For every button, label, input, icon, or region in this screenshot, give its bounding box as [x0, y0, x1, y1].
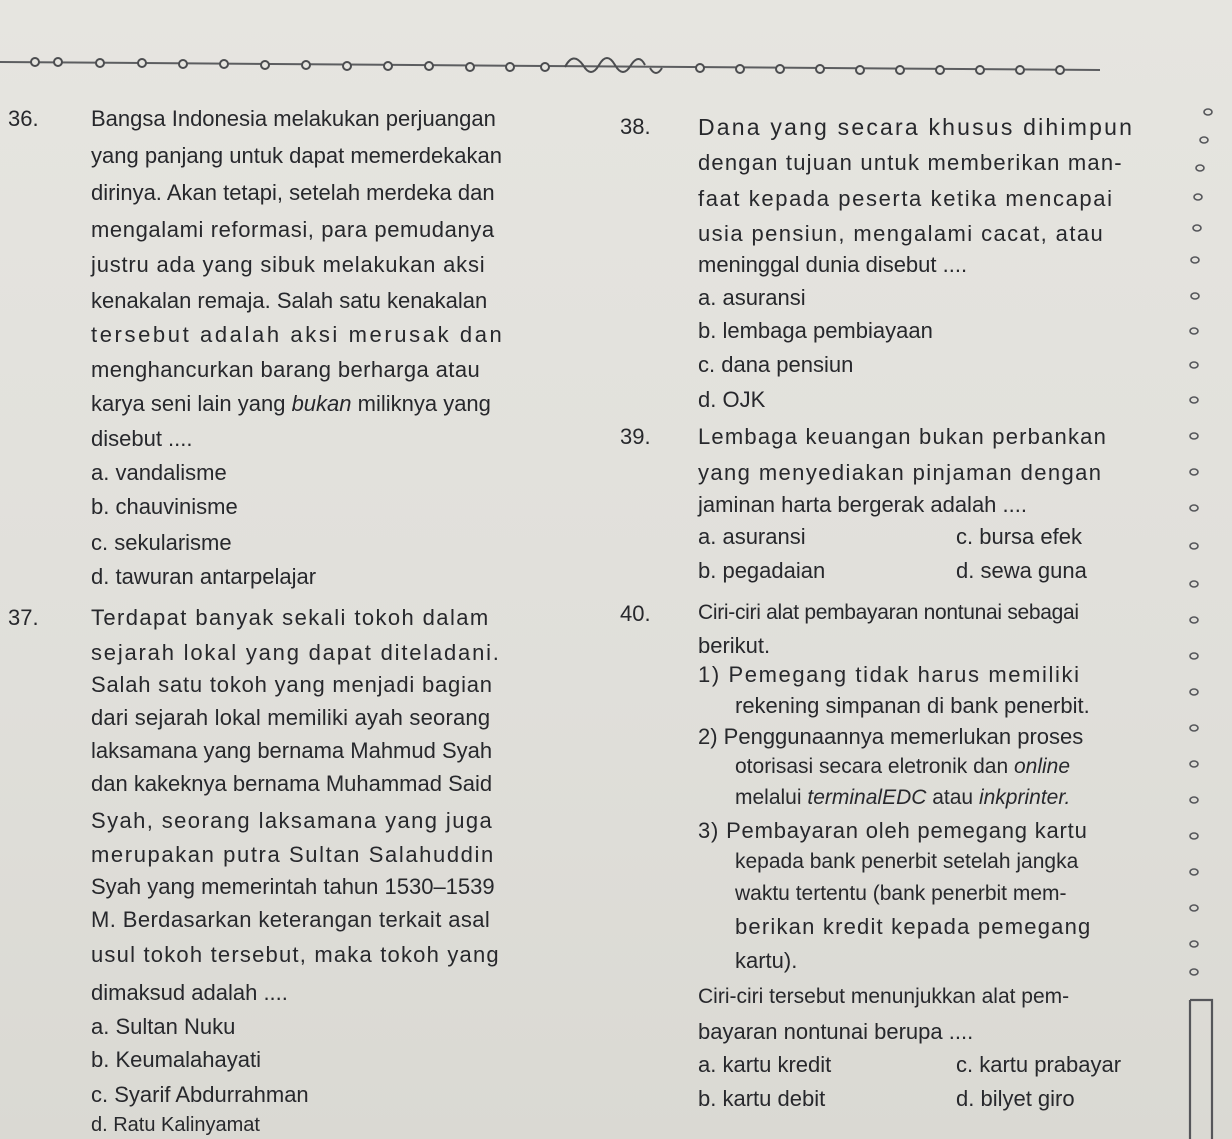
- question-text-line: Dana yang secara khusus dihimpun: [698, 114, 1135, 140]
- option-b[interactable]: b. kartu debit: [698, 1086, 826, 1111]
- question-text-line: Syah, seorang laksamana yang juga: [91, 808, 494, 833]
- option-c[interactable]: c. Syarif Abdurrahman: [91, 1082, 309, 1107]
- question-text-line: dimaksud adalah ....: [91, 980, 288, 1005]
- question-text-line: meninggal dunia disebut ....: [698, 252, 968, 277]
- question-text-line: Ciri-ciri tersebut menunjukkan alat pem-: [698, 985, 1070, 1008]
- question-number: 37.: [8, 605, 39, 630]
- question-text-line: dirinya. Akan tetapi, setelah merdeka dan: [91, 180, 495, 205]
- option-b[interactable]: b. chauvinisme: [91, 494, 238, 519]
- question-text-line: dengan tujuan untuk memberikan man-: [698, 150, 1123, 175]
- option-c[interactable]: c. dana pensiun: [698, 352, 854, 377]
- question-text-line: faat kepada peserta ketika mencapai: [698, 186, 1114, 211]
- characteristic-item-3: 3) Pembayaran oleh pemegang kartu: [698, 818, 1088, 843]
- question-text-line: disebut ....: [91, 426, 193, 451]
- question-text-line: Terdapat banyak sekali tokoh dalam: [91, 605, 490, 630]
- option-d[interactable]: d. OJK: [698, 387, 766, 412]
- question-text-line: yang panjang untuk dapat memerdekakan: [91, 143, 502, 168]
- option-c[interactable]: c. kartu prabayar: [956, 1052, 1122, 1077]
- question-text-line: M. Berdasarkan keterangan terkait asal: [91, 907, 491, 932]
- characteristic-item-1: 1) Pemegang tidak harus memiliki: [698, 662, 1081, 687]
- option-b[interactable]: b. pegadaian: [698, 558, 826, 583]
- question-text-line: Syah yang memerintah tahun 1530–1539: [91, 874, 495, 899]
- question-number: 36.: [8, 106, 39, 131]
- characteristic-item-2-cont: otorisasi secara eletronik dan online: [735, 755, 1071, 778]
- question-text-line: tersebut adalah aksi merusak dan: [91, 322, 505, 347]
- characteristic-item-3-cont: waktu tertentu (bank penerbit mem-: [735, 882, 1067, 905]
- characteristic-item-3-cont: berikan kredit kepada pemegang: [735, 914, 1092, 939]
- decorative-border-top: [0, 40, 1232, 90]
- question-text-line: Lembaga keuangan bukan perbankan: [698, 424, 1108, 449]
- question-number: 38.: [620, 114, 651, 139]
- question-text-line: yang menyediakan pinjaman dengan: [698, 460, 1103, 485]
- question-number: 40.: [620, 601, 651, 626]
- question-text-line: karya seni lain yang bukan miliknya yang: [91, 391, 491, 416]
- option-d[interactable]: d. tawuran antarpelajar: [91, 564, 317, 589]
- characteristic-item-3-cont: kepada bank penerbit setelah jangka: [735, 850, 1079, 873]
- option-a[interactable]: a. asuransi: [698, 285, 806, 310]
- characteristic-item-3-cont: kartu).: [735, 948, 798, 973]
- question-text-line: Salah satu tokoh yang menjadi bagian: [91, 672, 493, 697]
- decorative-border-right: [1160, 100, 1232, 1139]
- option-b[interactable]: b. Keumalahayati: [91, 1047, 261, 1072]
- question-text-line: dan kakeknya bernama Muhammad Said: [91, 771, 493, 796]
- question-text-line: laksamana yang bernama Mahmud Syah: [91, 738, 493, 763]
- option-d[interactable]: d. bilyet giro: [956, 1086, 1075, 1111]
- question-text-line: Bangsa Indonesia melakukan perjuangan: [91, 106, 496, 131]
- question-text-line: usul tokoh tersebut, maka tokoh yang: [91, 942, 500, 967]
- option-c[interactable]: c. sekularisme: [91, 530, 232, 555]
- characteristic-item-2-cont: melalui terminalEDC atau inkprinter.: [735, 786, 1071, 809]
- option-b[interactable]: b. lembaga pembiayaan: [698, 318, 933, 343]
- question-text-line: bayaran nontunai berupa ....: [698, 1019, 974, 1044]
- question-number: 39.: [620, 424, 651, 449]
- option-c[interactable]: c. bursa efek: [956, 524, 1082, 549]
- question-text-line: sejarah lokal yang dapat diteladani.: [91, 640, 501, 665]
- question-text-line: merupakan putra Sultan Salahuddin: [91, 842, 495, 867]
- question-text-line: menghancurkan barang berharga atau: [91, 357, 481, 382]
- option-a[interactable]: a. vandalisme: [91, 460, 227, 485]
- characteristic-item-2: 2) Penggunaannya memerlukan proses: [698, 724, 1084, 749]
- question-text-line: kenakalan remaja. Salah satu kenakalan: [91, 288, 488, 313]
- question-text-line: berikut.: [698, 633, 771, 658]
- option-a[interactable]: a. kartu kredit: [698, 1052, 832, 1077]
- question-text-line: justru ada yang sibuk melakukan aksi: [91, 252, 486, 277]
- question-text-line: usia pensiun, mengalami cacat, atau: [698, 221, 1105, 246]
- question-text-line: jaminan harta bergerak adalah ....: [698, 492, 1027, 517]
- option-d[interactable]: d. Ratu Kalinyamat: [91, 1114, 260, 1136]
- question-text-line: mengalami reformasi, para pemudanya: [91, 217, 495, 242]
- question-text-line: Ciri-ciri alat pembayaran nontunai sebagai: [698, 601, 1079, 624]
- question-text-line: dari sejarah lokal memiliki ayah seorang: [91, 705, 491, 730]
- characteristic-item-1-cont: rekening simpanan di bank penerbit.: [735, 693, 1090, 718]
- option-a[interactable]: a. asuransi: [698, 524, 806, 549]
- option-a[interactable]: a. Sultan Nuku: [91, 1014, 236, 1039]
- option-d[interactable]: d. sewa guna: [956, 558, 1087, 583]
